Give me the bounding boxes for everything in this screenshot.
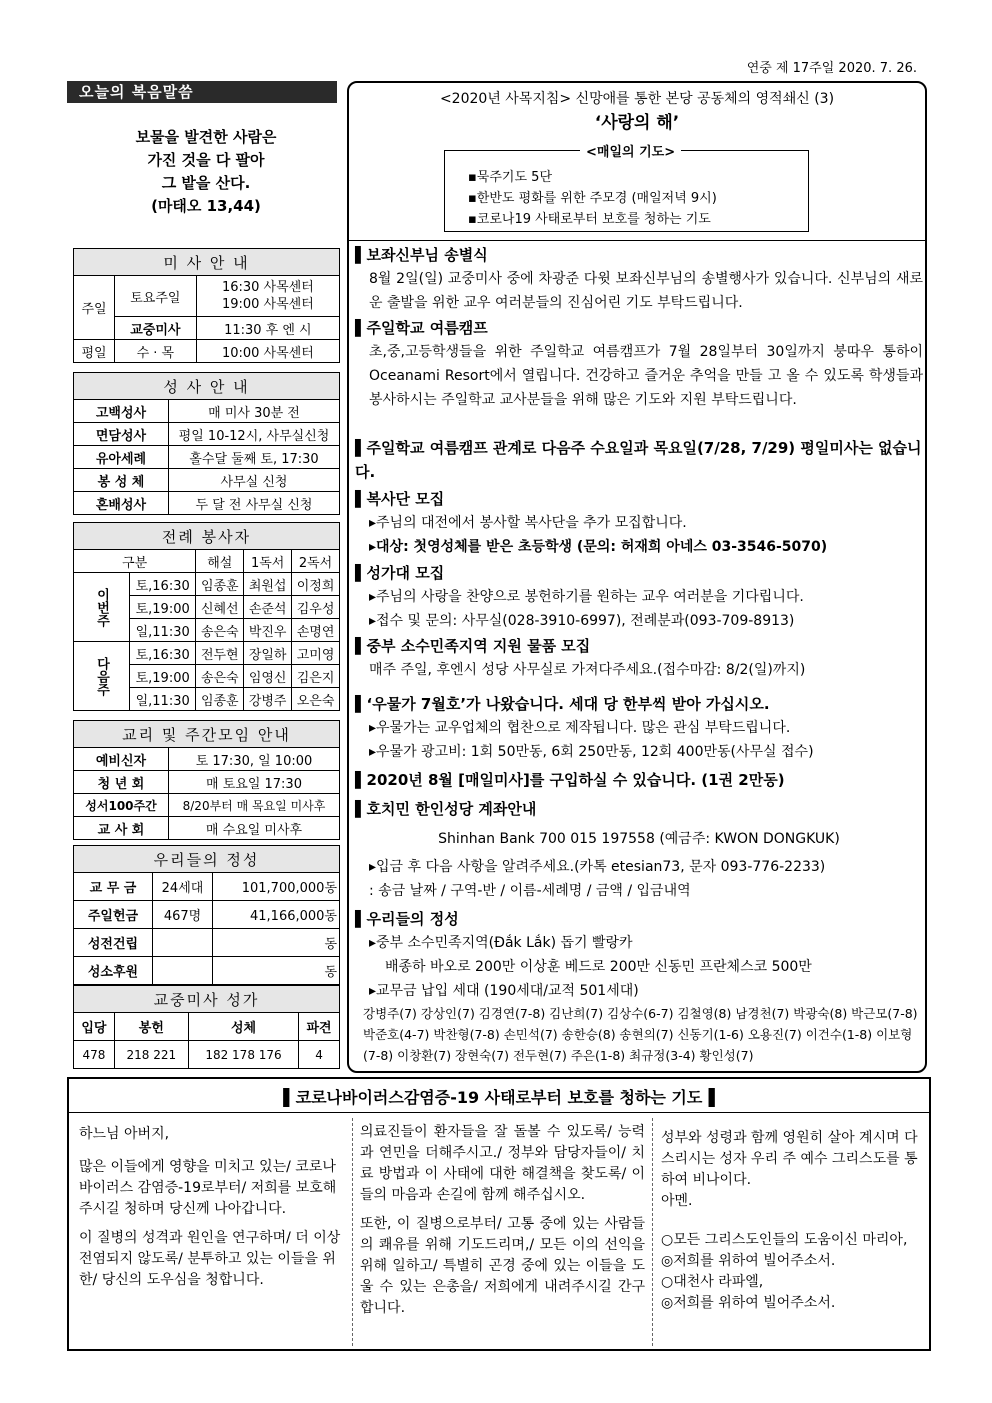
next-week-label: 다음주 [74,642,130,711]
liturgy-cell: 임영신 [244,665,292,688]
news-summer-camp [355,316,923,412]
news-body: 8월 2일(일) 교중미사 중에 차광준 다윗 보좌신부님의 송별행사가 있습니다. 신부님의 새로운 출발을 위한 교우 여러분들의 진심어린 기도 부탁드립니다. [369,271,923,311]
liturgy-cell: 손준석 [244,596,292,619]
meeting-key: 예비신자 [74,748,169,771]
liturgy-col: 2독서 [292,550,340,573]
liturgy-cell: 고미영 [292,642,340,665]
prayer-title: ▌코로나바이러스감염증-19 사태로부터 보호를 청하는 기도▐ [283,1088,715,1107]
offering-table [73,845,340,985]
news-body: ▸우물가 광고비: 1회 50만동, 6회 250만동, 12회 400만동(사무실 접수) [369,744,814,760]
offering-count: 24세대 [153,873,213,901]
liturgy-cell: 신혜선 [196,596,244,619]
offering-value: 동 [213,957,340,985]
news-heading: ▌복사단 모집 [355,490,445,508]
sacrament-key: 봉 성 체 [74,469,169,492]
liturgy-cell: 토,19:00 [130,665,196,688]
mass-title: 미 사 안 내 [74,249,340,276]
prayer-text: ○모든 그리스도인들의 도움이신 마리아, [661,1232,908,1248]
news-heading: ▌보좌신부님 송별식 [355,246,488,264]
liturgy-cell: 일,11:30 [130,619,196,642]
meeting-key: 성서100주간 [74,794,169,817]
liturgy-col: 구분 [74,550,196,573]
sacrament-value: 평일 10-12시, 사무실신청 [169,423,340,446]
prayer-text: ◎저희를 위하여 빌어주소서. [661,1295,836,1311]
pastoral-guideline: <2020년 사목지침> 신망애를 통한 본당 공동체의 영적쇄신 (3) [439,91,835,107]
liturgy-cell: 장일하 [244,642,292,665]
sacrament-title: 성 사 안 내 [74,373,340,400]
liturgy-cell: 김우성 [292,596,340,619]
songs-title: 교중미사 성가 [74,986,340,1013]
weekday-days: 수 · 목 [115,340,197,363]
liturgy-cell: 박진우 [244,619,292,642]
sacrament-table [73,372,340,515]
bulletin-date: 연중 제 17주일 2020. 7. 26. [746,61,917,76]
news-body: : 송금 날짜 / 구역-반 / 이름-세례명 / 금액 / 입금내역 [369,883,691,899]
sat-times [196,276,339,317]
divider [67,1112,931,1113]
news-body: ▸우물가는 교우업체의 협찬으로 제작됩니다. 많은 관심 부탁드립니다. [369,720,791,736]
meeting-value: 매 토요일 17:30 [169,771,340,794]
parish-mass-label: 교중미사 [115,317,197,340]
liturgy-cell: 송은숙 [196,665,244,688]
sunday-label: 주일 [74,276,115,340]
offering-value: 동 [213,929,340,957]
news-body: ▸주님의 대전에서 봉사할 복사단을 추가 모집합니다. [369,515,687,531]
news-altar-servers [355,487,923,559]
liturgy-col: 1독서 [244,550,292,573]
song-number: 4 [299,1041,340,1069]
sacrament-key: 면담성사 [74,423,169,446]
liturgy-col: 해설 [196,550,244,573]
news-body: ▸교무금 납입 세대 (190세대/교적 501세대) [369,983,639,999]
songs-table [73,985,340,1069]
news-heading: ▌2020년 8월 [매일미사]를 구입하실 수 있습니다. (1권 2만동) [355,771,785,789]
prayer-text: 많은 이들에게 영향을 미치고 있는/ 코로나 바이러스 감염증-19로부터/ 저희를 보호해주시길 청하며 당신께 나아갑니다. [79,1159,337,1217]
meeting-key: 청 년 회 [74,771,169,794]
liturgy-cell: 송은숙 [196,619,244,642]
divider [652,1118,653,1346]
prayer-column-2 [360,1122,645,1327]
prayer-text: 아멘. [661,1193,693,1209]
meetings-table [73,720,340,840]
sacrament-key: 혼배성사 [74,492,169,515]
liturgy-title: 전례 봉사자 [74,523,340,550]
daily-prayer-item: ▪묵주기도 5단 [468,170,553,185]
prayer-text: 이 질병의 성격과 원인을 연구하며/ 더 이상 전염되지 않도록/ 분투하고 있는 이들을 위한/ 당신의 도우심을 청합니다. [79,1230,341,1288]
meeting-value: 토 17:30, 일 10:00 [169,748,340,771]
news-heading: ▌주일학교 여름캠프 관계로 다음주 수요일과 목요일(7/28, 7/29) 평일미사는 없습니다. [355,439,922,481]
sacrament-key: 유아세례 [74,446,169,469]
offering-key: 교 무 금 [74,873,153,901]
news-donation [355,634,923,682]
donor-names: 강병주(7) 강상인(7) 김경연(7-8) 김난희(7) 김상수(6-7) 김철영(8) 남경천(7) 박광숙(8) 박근모(7-8) 박준호(4-7) 박찬형(7-8) 손민석(7) 송한승(8) 송현의(7) 신동기(1-6) 오용진(7) 이건수(1-8) 이보형(7-8) 이창환(7) 장현숙(7) 전두현(7) 주은(1-8) 최규정(3-4) 황인성(7) [363,1006,918,1063]
liturgy-table [73,522,340,711]
news-body: ▸접수 및 문의: 사무실(028-3910-6997), 전례분과(093-709-8913) [369,613,795,629]
bank-account: Shinhan Bank 700 015 197558 (예금주: KWON DONGKUK) [438,831,840,847]
prayer-text: 의료진들이 환자들을 잘 돌볼 수 있도록/ 능력과 연민을 더해주시고./ 정부와 담당자들이/ 치료 방법과 이 사태에 대한 해결책을 찾도록/ 이들의 마음과 손길에 함께 해주십시오. [360,1124,645,1203]
liturgy-cell: 강병주 [244,688,292,711]
daily-prayer-item: ▪한반도 평화를 위한 주모경 (매일저녁 9시) [468,191,717,206]
offering-title: 우리들의 정성 [74,846,340,873]
sacrament-value: 홀수달 둘째 토, 17:30 [169,446,340,469]
sacrament-value: 두 달 전 사무실 신청 [169,492,340,515]
news-heading: ▌성가대 모집 [355,564,445,582]
prayer-column-3 [661,1128,923,1314]
meeting-value: 매 수요일 미사후 [169,817,340,840]
offering-value: 41,166,000동 [213,901,340,929]
offering-key: 성전건립 [74,929,153,957]
song-col: 성체 [188,1013,298,1041]
divider [347,240,927,241]
sat-time-2: 19:00 사목센터 [221,297,314,312]
news-body: ▸주님의 사랑을 찬양으로 봉헌하기를 원하는 교우 여러분을 기다립니다. [369,589,804,605]
sat-time-1: 16:30 사목센터 [221,280,314,295]
prayer-text: ○대천사 라파엘, [661,1274,764,1290]
liturgy-cell: 김은지 [292,665,340,688]
liturgy-cell: 임종훈 [196,688,244,711]
sacrament-key: 고백성사 [74,400,169,423]
liturgy-cell: 일,11:30 [130,688,196,711]
liturgy-cell: 토,16:30 [130,573,196,596]
meetings-title: 교리 및 주간모임 안내 [74,721,340,748]
song-number: 182 178 176 [188,1041,298,1069]
prayer-column-1 [79,1124,347,1299]
offering-count [153,929,213,957]
liturgy-cell: 전두현 [196,642,244,665]
liturgy-cell: 손명연 [292,619,340,642]
news-bank [355,797,923,903]
liturgy-cell: 오은숙 [292,688,340,711]
news-choir [355,561,923,633]
liturgy-cell: 이정희 [292,573,340,596]
news-body: ▸대상: 첫영성체를 받은 초등학생 (문의: 허재희 아네스 03-3546-5070) [369,539,828,555]
liturgy-cell: 최원섭 [244,573,292,596]
prayer-text: 하느님 아버지, [79,1126,170,1142]
news-body: 배종하 바오로 200만 이상훈 베드로 200만 신동민 프란체스코 500만 [385,959,812,975]
news-daily-missal [355,768,923,792]
meeting-key: 교 사 회 [74,817,169,840]
liturgy-cell: 토,16:30 [130,642,196,665]
song-col: 봉헌 [114,1013,188,1041]
news-heading: ▌우리들의 정성 [355,910,459,928]
news-heading: ▌주일학교 여름캠프 [355,319,488,337]
gospel-text: 보물을 발견한 사람은 가진 것을 다 팔아 그 밭을 산다. (마태오 13,44) [135,128,277,215]
news-body: 초,중,고등학생들을 위한 주일학교 여름캠프가 7월 28일부터 30일까지 붕따우 통하이 Oceanami Resort에서 열립니다. 건강하고 즐거운 추억을 만들 고 올 수 있도록 학생들과 봉사하시는 주일학교 교사분들을 위해 많은 기도와 지원 부탁드립니다. [369,344,923,408]
song-number: 218 221 [114,1041,188,1069]
news-heading: ▌호치민 한인성당 계좌안내 [355,800,537,818]
liturgy-cell: 임종훈 [196,573,244,596]
offering-value: 101,700,000동 [213,873,340,901]
news-no-weekday-mass [355,436,923,484]
news-heading: ▌‘우물가 7월호’가 나왔습니다. 세대 당 한부씩 받아 가십시오. [355,695,770,713]
liturgy-cell: 토,19:00 [130,596,196,619]
sacrament-value: 매 미사 30분 전 [169,400,340,423]
daily-prayer-title: <매일의 기도> [580,141,681,160]
prayer-text: 성부와 성령과 함께 영원히 살아 계시며 다스리시는 성자 우리 주 예수 그리스도를 통하여 비나이다. [661,1130,918,1188]
parish-mass-time: 11:30 후 엔 시 [196,317,339,340]
offering-count: 467명 [153,901,213,929]
prayer-text: 또한, 이 질병으로부터/ 고통 중에 있는 사람들의 쾌유를 위해 기도드리며,/ 모든 이의 선익을 위해 일하고/ 특별히 곤경 중에 있는 이들을 도울 수 있는 은총을/ 저희에게 내려주시길 간구합니다. [360,1216,645,1316]
song-col: 입당 [74,1013,115,1041]
daily-prayer-item: ▪코로나19 사태로부터 보호를 청하는 기도 [468,212,711,227]
song-col: 파견 [299,1013,340,1041]
news-body: 매주 주일, 후엔시 성당 사무실로 가져다주세요.(접수마감: 8/2(일)까지) [369,662,806,678]
prayer-text: ◎저희를 위하여 빌어주소서. [661,1253,836,1269]
offering-count [153,957,213,985]
news-umulga [355,692,923,764]
weekday-label: 평일 [74,340,115,363]
weekday-time: 10:00 사목센터 [196,340,339,363]
gospel-tag: 오늘의 복음말씀 [67,81,337,103]
news-farewell [355,243,923,315]
news-body: ▸입금 후 다음 사항을 알려주세요.(카톡 etesian73, 문자 093-776-2233) [369,859,826,875]
news-offerings [355,907,923,1066]
song-number: 478 [74,1041,115,1069]
sacrament-value: 사무실 신청 [169,469,340,492]
year-of-love-title: ‘사랑의 해’ [594,113,680,133]
mass-table [73,248,340,363]
news-body: ▸중부 소수민족지역(Đắk Lắk) 돕기 빨랑카 [369,935,633,951]
divider [352,1118,353,1346]
news-heading: ▌중부 소수민족지역 지원 물품 모집 [355,637,591,655]
this-week-label: 이번주 [74,573,130,642]
meeting-value: 8/20부터 매 목요일 미사후 [169,794,340,817]
offering-key: 주일헌금 [74,901,153,929]
sat-label: 토요주일 [115,276,197,317]
offering-key: 성소후원 [74,957,153,985]
